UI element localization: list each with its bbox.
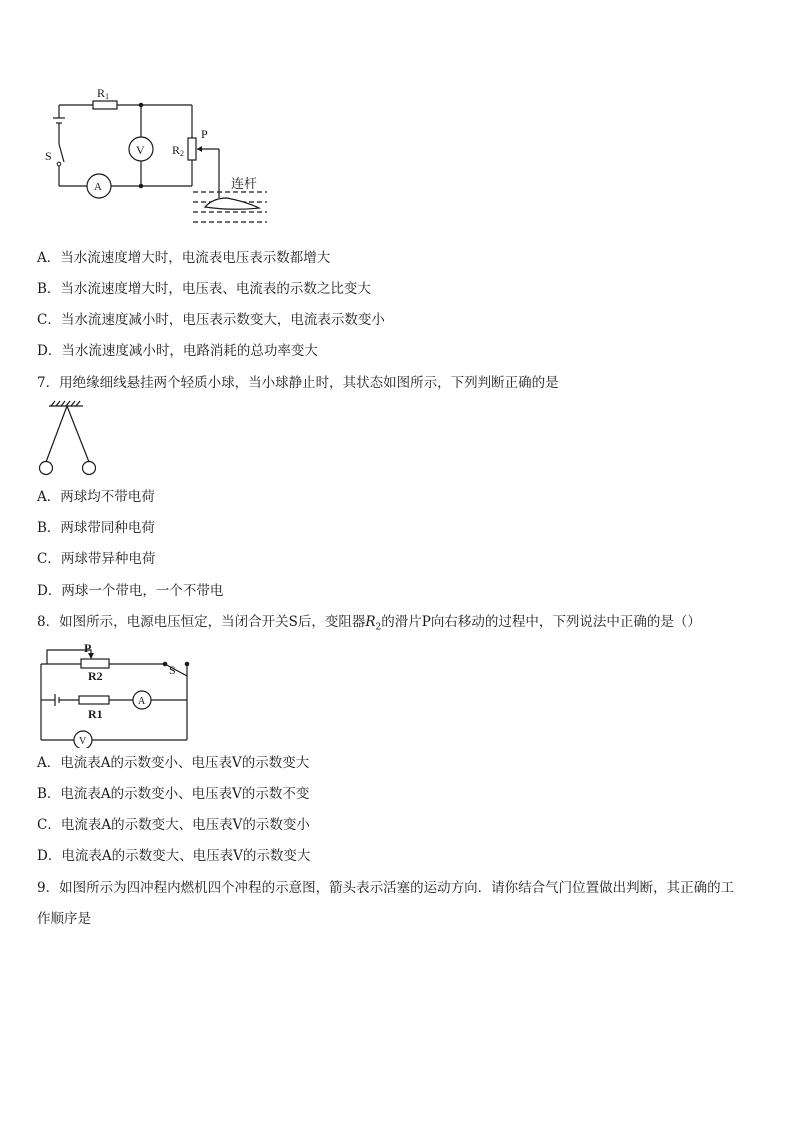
q8-option-b: B．电流表A的示数变小、电压表V的示数不变 [37, 786, 310, 802]
q7-stem: 7．用绝缘细线悬挂两个轻质小球，当小球静止时，其状态如图所示，下列判断正确的是 [37, 375, 559, 391]
q8-option-d: D．电流表A的示数变大、电压表V的示数变大 [37, 848, 311, 864]
r1-label-2: R1 [88, 707, 103, 721]
rheostat-circuit-diagram [37, 638, 197, 748]
q9-stem-line1: 9．如图所示为四冲程内燃机四个冲程的示意图，箭头表示活塞的运动方向．请你结合气门位置做出判断，其正确的工 [37, 880, 735, 896]
q6-option-b: B．当水流速度增大时，电压表、电流表的示数之比变大 [37, 281, 371, 297]
hanging-balls-diagram [37, 400, 107, 480]
slider-p-label: P [201, 127, 208, 141]
switch-s-label-2: S [169, 663, 176, 677]
r2-label: R2 [172, 143, 185, 158]
r1-label: R1 [97, 86, 110, 101]
q8-option-a: A．电流表A的示数变小、电压表V的示数变大 [37, 755, 310, 771]
q6-option-d: D．当水流速度减小时，电路消耗的总功率变大 [37, 343, 318, 359]
q6-option-a: A．当水流速度增大时，电流表电压表示数都增大 [37, 250, 331, 266]
q7-option-a: A．两球均不带电荷 [37, 489, 155, 505]
voltmeter-label-2: V [79, 736, 87, 747]
q8-stem [37, 613, 701, 637]
q8-option-c: C．电流表A的示数变大、电压表V的示数变小 [37, 817, 310, 833]
ammeter-label: A [94, 181, 102, 193]
switch-s-label: S [45, 149, 52, 163]
q8-stem-before: 8．如图所示，电源电压恒定，当闭合开关S后，变阻器 [37, 614, 366, 630]
q9-stem-line2: 作顺序是 [37, 911, 91, 927]
q7-option-b: B．两球带同种电荷 [37, 520, 155, 536]
slider-p-label-2: P [84, 641, 92, 655]
q8-stem-after: 的滑片P向右移动的过程中，下列说法中正确的是（） [381, 614, 701, 630]
q7-option-c: C．两球带异种电荷 [37, 551, 156, 567]
water-speed-circuit-diagram [37, 80, 277, 240]
ammeter-label-2: A [138, 696, 146, 707]
rod-label: 连杆 [231, 176, 258, 191]
q8-stem-subscript: 2 [375, 622, 382, 633]
q7-option-d: D．两球一个带电，一个不带电 [37, 583, 224, 599]
r2-label-2: R2 [88, 669, 103, 683]
q8-stem-variable: R [365, 614, 376, 630]
voltmeter-label: V [136, 143, 145, 157]
q6-option-c: C．当水流速度减小时，电压表示数变大，电流表示数变小 [37, 312, 385, 328]
